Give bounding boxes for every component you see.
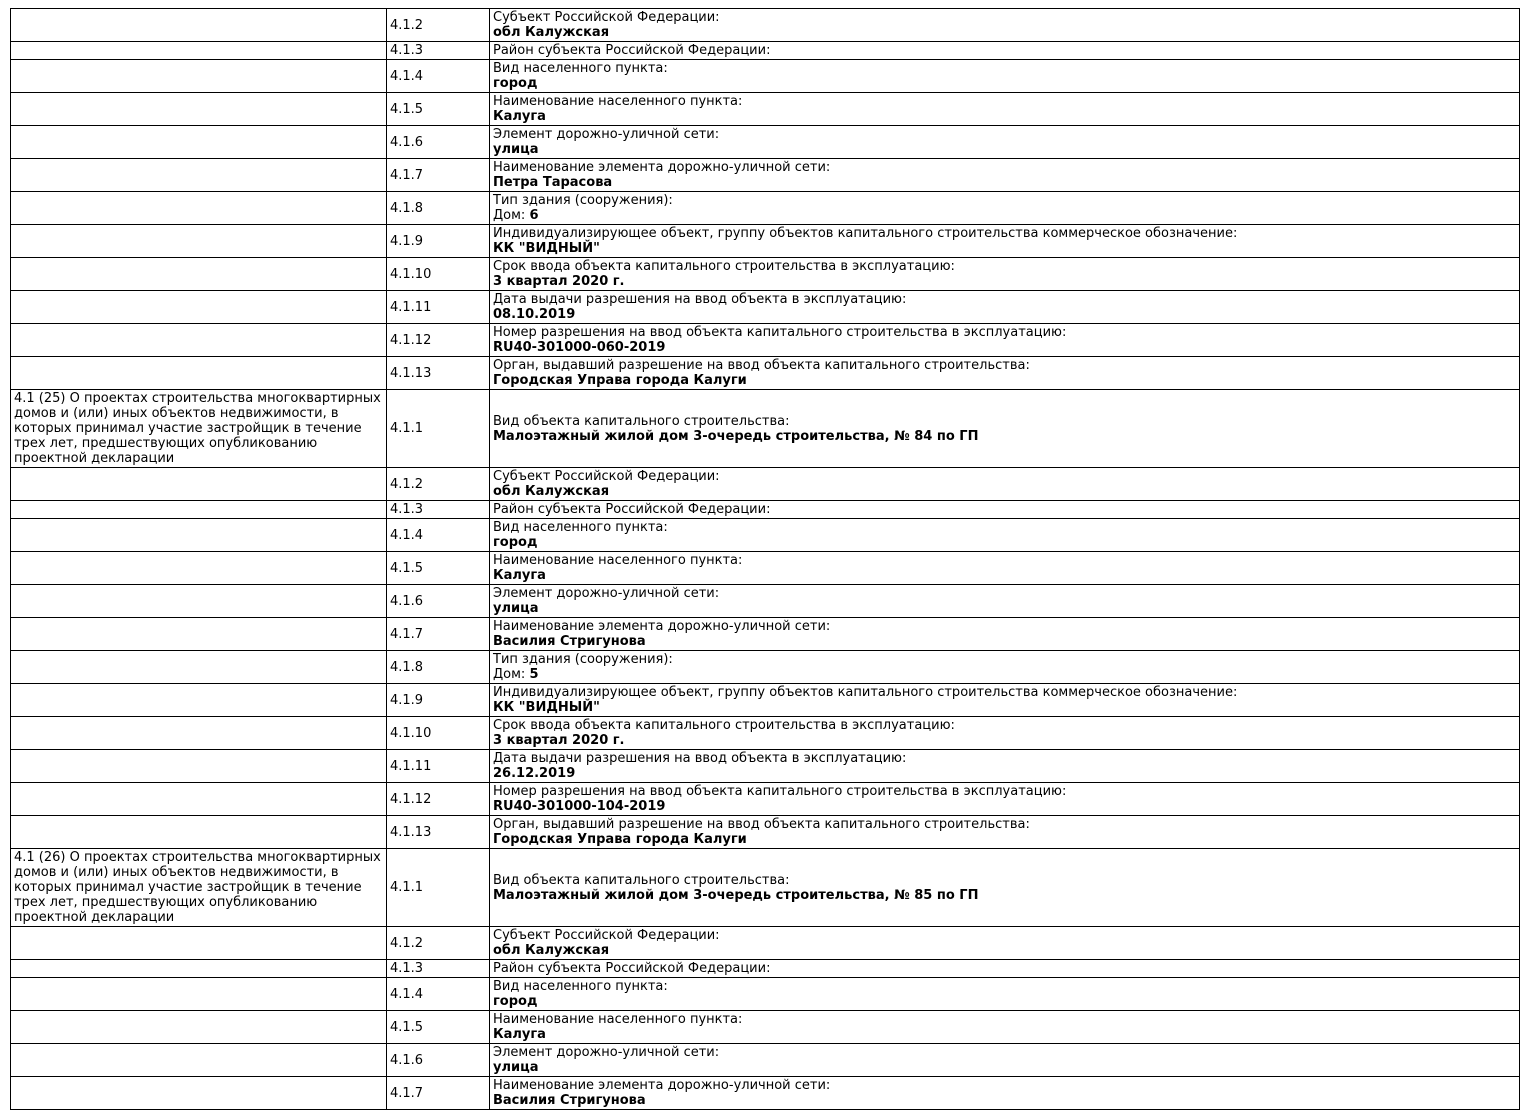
table-row bbox=[11, 651, 1520, 684]
field-value-line bbox=[493, 667, 1516, 682]
section-description bbox=[11, 1044, 387, 1077]
field-value: улица bbox=[493, 601, 539, 616]
field-label: Район субъекта Российской Федерации: bbox=[493, 961, 771, 976]
section-description bbox=[11, 783, 387, 816]
field-label: Вид объекта капитального строительства: bbox=[493, 872, 790, 888]
field-label: Индивидуализирующее объект, группу объектов капитального строительства коммерческое обозначение: bbox=[493, 685, 1238, 700]
field-label: Индивидуализирующее объект, группу объектов капитального строительства коммерческое обозначение: bbox=[493, 226, 1238, 241]
section-description bbox=[11, 258, 387, 291]
field-label: Тип здания (сооружения): bbox=[493, 193, 673, 208]
section-description bbox=[11, 552, 387, 585]
field-cell bbox=[490, 684, 1520, 717]
field-value: КК "ВИДНЫЙ" bbox=[493, 241, 600, 256]
table-row bbox=[11, 291, 1520, 324]
field-value-line bbox=[493, 535, 1516, 550]
row-number: 4.1.2 bbox=[387, 9, 490, 42]
field-value-line bbox=[493, 799, 1516, 814]
field-label: Номер разрешения на ввод объекта капитального строительства в эксплуатацию: bbox=[493, 325, 1067, 340]
section-description bbox=[11, 291, 387, 324]
field-value: обл Калужская bbox=[493, 943, 610, 958]
field-value-line bbox=[493, 241, 1516, 256]
field-cell bbox=[490, 651, 1520, 684]
field-label: Наименование населенного пункта: bbox=[493, 94, 743, 109]
field-label: Субъект Российской Федерации: bbox=[493, 469, 720, 484]
table-row bbox=[11, 159, 1520, 192]
table-row bbox=[11, 1044, 1520, 1077]
row-number: 4.1.1 bbox=[387, 390, 490, 468]
field-value: город bbox=[493, 76, 538, 91]
declaration-table bbox=[10, 8, 1520, 1110]
field-cell bbox=[490, 60, 1520, 93]
field-cell bbox=[490, 501, 1520, 519]
section-description bbox=[11, 42, 387, 60]
field-value-line bbox=[493, 76, 1516, 91]
field-cell bbox=[490, 1044, 1520, 1077]
field-value: улица bbox=[493, 142, 539, 157]
field-value: 08.10.2019 bbox=[493, 307, 576, 322]
table-row bbox=[11, 501, 1520, 519]
field-value-line bbox=[493, 25, 1516, 40]
row-number: 4.1.13 bbox=[387, 357, 490, 390]
row-number: 4.1.2 bbox=[387, 927, 490, 960]
field-cell bbox=[490, 849, 1520, 927]
field-value-line bbox=[493, 943, 1516, 958]
row-number: 4.1.8 bbox=[387, 651, 490, 684]
field-value-line bbox=[493, 1060, 1516, 1075]
field-label: Вид населенного пункта: bbox=[493, 61, 668, 76]
table-row bbox=[11, 750, 1520, 783]
field-value-line bbox=[493, 208, 1516, 223]
field-cell bbox=[490, 468, 1520, 501]
table-row bbox=[11, 192, 1520, 225]
field-value-line bbox=[493, 429, 1516, 444]
section-description bbox=[11, 501, 387, 519]
field-cell bbox=[490, 978, 1520, 1011]
field-cell bbox=[490, 291, 1520, 324]
section-description bbox=[11, 978, 387, 1011]
field-cell bbox=[490, 324, 1520, 357]
field-cell bbox=[490, 258, 1520, 291]
field-value: Василия Стригунова bbox=[493, 634, 646, 649]
section-description: 4.1 (26) О проектах строительства многоквартирных домов и (или) иных объектов недвижимости, в которых принимал участие застройщик в течение трех лет, предшествующих опубликованию проектной декларации bbox=[11, 849, 387, 927]
row-number: 4.1.3 bbox=[387, 960, 490, 978]
field-value: город bbox=[493, 535, 538, 550]
field-value: Городская Управа города Калуги bbox=[493, 832, 747, 847]
field-value: RU40-301000-104-2019 bbox=[493, 799, 666, 814]
field-value-prefix: Дом: bbox=[493, 208, 530, 223]
table-row bbox=[11, 978, 1520, 1011]
field-label: Субъект Российской Федерации: bbox=[493, 10, 720, 25]
field-cell bbox=[490, 618, 1520, 651]
section-description bbox=[11, 93, 387, 126]
row-number: 4.1.5 bbox=[387, 552, 490, 585]
row-number: 4.1.10 bbox=[387, 258, 490, 291]
table-row bbox=[11, 816, 1520, 849]
table-row bbox=[11, 9, 1520, 42]
field-value-line bbox=[493, 175, 1516, 190]
field-cell bbox=[490, 816, 1520, 849]
field-value: обл Калужская bbox=[493, 25, 610, 40]
section-description bbox=[11, 9, 387, 42]
field-value-line bbox=[493, 1027, 1516, 1042]
section-description bbox=[11, 750, 387, 783]
section-description bbox=[11, 126, 387, 159]
field-value-line bbox=[493, 373, 1516, 388]
field-value: 5 bbox=[529, 667, 539, 682]
row-number: 4.1.12 bbox=[387, 324, 490, 357]
declaration-table-body bbox=[11, 9, 1520, 1110]
field-cell bbox=[490, 1011, 1520, 1044]
table-row bbox=[11, 927, 1520, 960]
table-row bbox=[11, 126, 1520, 159]
section-description bbox=[11, 357, 387, 390]
field-value: Петра Тарасова bbox=[493, 175, 613, 190]
field-value-line bbox=[493, 307, 1516, 322]
field-cell bbox=[490, 42, 1520, 60]
section-description bbox=[11, 159, 387, 192]
field-value: город bbox=[493, 994, 538, 1009]
row-number: 4.1.1 bbox=[387, 849, 490, 927]
field-cell bbox=[490, 783, 1520, 816]
row-number: 4.1.13 bbox=[387, 816, 490, 849]
table-row bbox=[11, 684, 1520, 717]
field-value: RU40-301000-060-2019 bbox=[493, 340, 666, 355]
field-label: Район субъекта Российской Федерации: bbox=[493, 502, 771, 517]
table-row bbox=[11, 324, 1520, 357]
row-number: 4.1.2 bbox=[387, 468, 490, 501]
field-value: Василия Стригунова bbox=[493, 1093, 646, 1108]
field-value: обл Калужская bbox=[493, 484, 610, 499]
field-value-prefix: Дом: bbox=[493, 667, 530, 682]
field-value-line bbox=[493, 766, 1516, 781]
row-number: 4.1.12 bbox=[387, 783, 490, 816]
row-number: 4.1.11 bbox=[387, 291, 490, 324]
section-description bbox=[11, 927, 387, 960]
field-label: Наименование населенного пункта: bbox=[493, 553, 743, 568]
field-value: улица bbox=[493, 1060, 539, 1075]
row-number: 4.1.5 bbox=[387, 93, 490, 126]
section-description bbox=[11, 651, 387, 684]
table-row bbox=[11, 42, 1520, 60]
field-label: Элемент дорожно-уличной сети: bbox=[493, 1045, 720, 1060]
row-number: 4.1.3 bbox=[387, 42, 490, 60]
field-cell bbox=[490, 9, 1520, 42]
field-cell bbox=[490, 93, 1520, 126]
row-number: 4.1.6 bbox=[387, 585, 490, 618]
field-value-line bbox=[493, 634, 1516, 649]
table-row bbox=[11, 717, 1520, 750]
field-label: Наименование элемента дорожно-уличной сети: bbox=[493, 619, 831, 634]
field-value: Городская Управа города Калуги bbox=[493, 373, 747, 388]
field-label: Дата выдачи разрешения на ввод объекта в эксплуатацию: bbox=[493, 292, 907, 307]
field-cell bbox=[490, 927, 1520, 960]
section-description bbox=[11, 960, 387, 978]
table-row bbox=[11, 783, 1520, 816]
table-row bbox=[11, 585, 1520, 618]
row-number: 4.1.8 bbox=[387, 192, 490, 225]
section-description bbox=[11, 1077, 387, 1110]
field-label: Вид объекта капитального строительства: bbox=[493, 413, 790, 429]
table-row bbox=[11, 960, 1520, 978]
field-value-line bbox=[493, 832, 1516, 847]
section-description bbox=[11, 585, 387, 618]
row-number: 4.1.7 bbox=[387, 1077, 490, 1110]
field-label: Орган, выдавший разрешение на ввод объекта капитального строительства: bbox=[493, 358, 1030, 373]
section-description bbox=[11, 60, 387, 93]
field-value: Калуга bbox=[493, 568, 546, 583]
section-description bbox=[11, 816, 387, 849]
table-row bbox=[11, 468, 1520, 501]
field-label: Субъект Российской Федерации: bbox=[493, 928, 720, 943]
field-label: Наименование населенного пункта: bbox=[493, 1012, 743, 1027]
section-description bbox=[11, 225, 387, 258]
table-row bbox=[11, 357, 1520, 390]
field-value: 3 квартал 2020 г. bbox=[493, 733, 625, 748]
field-cell bbox=[490, 585, 1520, 618]
row-number: 4.1.7 bbox=[387, 159, 490, 192]
section-description bbox=[11, 519, 387, 552]
field-value: 26.12.2019 bbox=[493, 766, 576, 781]
field-value-line bbox=[493, 109, 1516, 124]
field-label: Орган, выдавший разрешение на ввод объекта капитального строительства: bbox=[493, 817, 1030, 832]
table-row bbox=[11, 225, 1520, 258]
field-value: Малоэтажный жилой дом 3-очередь строительства, № 85 по ГП bbox=[493, 887, 979, 903]
field-value-line bbox=[493, 274, 1516, 289]
field-label: Вид населенного пункта: bbox=[493, 520, 668, 535]
row-number: 4.1.10 bbox=[387, 717, 490, 750]
row-number: 4.1.3 bbox=[387, 501, 490, 519]
field-value-line bbox=[493, 568, 1516, 583]
field-label: Дата выдачи разрешения на ввод объекта в эксплуатацию: bbox=[493, 751, 907, 766]
field-value: Малоэтажный жилой дом 3-очередь строительства, № 84 по ГП bbox=[493, 428, 979, 444]
field-value-line bbox=[493, 1093, 1516, 1108]
section-description: 4.1 (25) О проектах строительства многоквартирных домов и (или) иных объектов недвижимости, в которых принимал участие застройщик в течение трех лет, предшествующих опубликованию проектной декларации bbox=[11, 390, 387, 468]
field-cell bbox=[490, 1077, 1520, 1110]
field-label: Район субъекта Российской Федерации: bbox=[493, 43, 771, 58]
field-value: 6 bbox=[529, 208, 539, 223]
field-value-line bbox=[493, 142, 1516, 157]
table-row bbox=[11, 258, 1520, 291]
field-label: Наименование элемента дорожно-уличной сети: bbox=[493, 1078, 831, 1093]
row-number: 4.1.6 bbox=[387, 126, 490, 159]
field-label: Номер разрешения на ввод объекта капитального строительства в эксплуатацию: bbox=[493, 784, 1067, 799]
row-number: 4.1.7 bbox=[387, 618, 490, 651]
field-label: Элемент дорожно-уличной сети: bbox=[493, 127, 720, 142]
row-number: 4.1.4 bbox=[387, 519, 490, 552]
field-cell bbox=[490, 960, 1520, 978]
table-row bbox=[11, 60, 1520, 93]
field-label: Тип здания (сооружения): bbox=[493, 652, 673, 667]
table-row bbox=[11, 93, 1520, 126]
field-cell bbox=[490, 390, 1520, 468]
row-number: 4.1.4 bbox=[387, 60, 490, 93]
table-row bbox=[11, 552, 1520, 585]
table-row bbox=[11, 1077, 1520, 1110]
field-cell bbox=[490, 357, 1520, 390]
section-description bbox=[11, 324, 387, 357]
field-value-line bbox=[493, 340, 1516, 355]
field-value-line bbox=[493, 994, 1516, 1009]
field-cell bbox=[490, 717, 1520, 750]
field-value-line bbox=[493, 484, 1516, 499]
field-value: КК "ВИДНЫЙ" bbox=[493, 700, 600, 715]
row-number: 4.1.4 bbox=[387, 978, 490, 1011]
field-value: 3 квартал 2020 г. bbox=[493, 274, 625, 289]
table-row bbox=[11, 519, 1520, 552]
table-row bbox=[11, 390, 1520, 468]
field-cell bbox=[490, 519, 1520, 552]
field-label: Срок ввода объекта капитального строительства в эксплуатацию: bbox=[493, 718, 955, 733]
row-number: 4.1.6 bbox=[387, 1044, 490, 1077]
field-cell bbox=[490, 750, 1520, 783]
field-cell bbox=[490, 192, 1520, 225]
field-cell bbox=[490, 225, 1520, 258]
row-number: 4.1.5 bbox=[387, 1011, 490, 1044]
row-number: 4.1.9 bbox=[387, 225, 490, 258]
section-description bbox=[11, 684, 387, 717]
field-value-line bbox=[493, 733, 1516, 748]
field-value-line bbox=[493, 700, 1516, 715]
field-cell bbox=[490, 552, 1520, 585]
field-cell bbox=[490, 126, 1520, 159]
field-value: Калуга bbox=[493, 109, 546, 124]
section-description bbox=[11, 618, 387, 651]
field-value-line bbox=[493, 888, 1516, 903]
field-value-line bbox=[493, 601, 1516, 616]
row-number: 4.1.11 bbox=[387, 750, 490, 783]
field-label: Вид населенного пункта: bbox=[493, 979, 668, 994]
section-description bbox=[11, 192, 387, 225]
field-cell bbox=[490, 159, 1520, 192]
row-number: 4.1.9 bbox=[387, 684, 490, 717]
field-label: Наименование элемента дорожно-уличной сети: bbox=[493, 160, 831, 175]
field-label: Срок ввода объекта капитального строительства в эксплуатацию: bbox=[493, 259, 955, 274]
section-description bbox=[11, 717, 387, 750]
field-value: Калуга bbox=[493, 1027, 546, 1042]
section-description bbox=[11, 1011, 387, 1044]
section-description bbox=[11, 468, 387, 501]
table-row bbox=[11, 849, 1520, 927]
field-label: Элемент дорожно-уличной сети: bbox=[493, 586, 720, 601]
table-row bbox=[11, 1011, 1520, 1044]
table-row bbox=[11, 618, 1520, 651]
